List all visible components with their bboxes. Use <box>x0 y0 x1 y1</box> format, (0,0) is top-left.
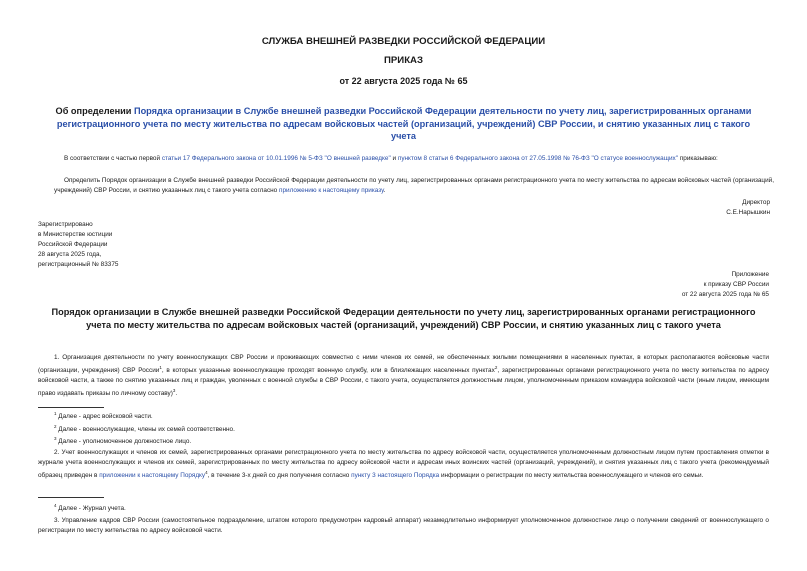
section-1 <box>38 353 769 399</box>
section-1-text-1: 1. Организация деятельности по учету военнослужащих СВР России и проживающих совместно с ними членов их семей, не обеспеченных жилыми помещениями в населенных пунктах, в которых располагаются войсковые части (организации, учреждения) СВР России <box>38 354 769 374</box>
registration-line-3: Российской Федерации <box>38 241 108 248</box>
section-2-text-2: , в течение 3-х дней со дня получения согласно <box>207 472 352 479</box>
footnote-mark-4: 4 <box>54 503 57 508</box>
footnote-ref-4[interactable]: 4 <box>205 470 208 475</box>
document-type: ПРИКАЗ <box>384 55 423 66</box>
appendix-header <box>560 270 769 300</box>
order-title <box>52 105 755 143</box>
preamble-link-law-76fz[interactable]: пунктом 8 статьи 6 Федерального закона от 27.05.1998 № 76-ФЗ "О статусе военнослужащих" <box>397 155 679 162</box>
preamble-link-law-5fz[interactable]: статьи 17 Федерального закона от 10.01.1996 № 5-ФЗ "О внешней разведке" <box>161 155 391 162</box>
registration-line-1: Зарегистрировано <box>38 221 93 228</box>
order-paragraph-text: Определить Порядок организации в Службе внешней разведки Российской Федерации деятельности по учету лиц, зарегистрированных органами регистрационного учета по месту жительства по адресам войсковых частей (организаций, учреждений) СВР России, и снятию указанных лиц с такого учета согласно <box>54 177 774 194</box>
preamble-text-2: и <box>390 155 398 162</box>
appendix-line-3: от 22 августа 2025 года № 65 <box>681 291 769 298</box>
footnote-text-2: Далее - военнослужащие, члены их семей соответственно. <box>56 426 235 433</box>
footnote-1 <box>54 409 754 422</box>
footnote-divider-2 <box>38 497 104 498</box>
section-1-text-3: , зарегистрированных органами регистрационного учета по месту жительства по адресу войсковой части, а также по снятию указанных лиц и граждан, уволенных с военной службы в СВР России, с такого учета, осуществляется должностным лицом, уполномоченным приказом командира войсковой части (иным лицом, имеющим право издавать приказы по личному составу) <box>38 367 770 397</box>
organization-name: СЛУЖБА ВНЕШНЕЙ РАЗВЕДКИ РОССИЙСКОЙ ФЕДЕРАЦИИ <box>261 36 546 47</box>
preamble-text-1: В соответствии с частью первой <box>64 155 162 162</box>
signature-position: Директор <box>742 199 770 206</box>
section-2-text-3: информации о регистрации по месту жительства военнослужащего и членов его семьи. <box>439 472 704 479</box>
footnote-mark-2: 2 <box>54 424 57 429</box>
appendix-line-2: к приказу СВР России <box>703 281 769 288</box>
registration-block <box>38 220 238 270</box>
section-2-appendix-link[interactable]: приложении к настоящему Порядку <box>99 472 206 479</box>
order-title-link[interactable]: Порядка организации в Службе внешней разведки Российской Федерации деятельности по учету лиц, зарегистрированных органами регистрационного учета по месту жительства по адресам войсковых частей (организаций, учреждений) СВР России, и снятию указанных лиц с такого учета <box>56 106 752 141</box>
footnote-text-3: Далее - уполномоченное должностное лицо. <box>56 438 192 445</box>
footnote-4 <box>54 501 754 514</box>
appendix-title: Порядок организации в Службе внешней разведки Российской Федерации деятельности по учету лиц, зарегистрированных органами регистрационного учета по месту жительства по адресам войсковых частей (организаций, учреждений) СВР России, и снятию указанных лиц с такого учета <box>51 307 756 330</box>
registration-line-2: в Министерстве юстиции <box>38 231 113 238</box>
signature-block <box>600 198 770 218</box>
section-2 <box>38 448 769 481</box>
order-appendix-link[interactable]: приложению к настоящему приказу <box>279 187 384 194</box>
footnote-ref-3[interactable]: 3 <box>172 388 176 393</box>
order-paragraph <box>54 176 774 196</box>
footnote-ref-2[interactable]: 2 <box>494 365 498 370</box>
section-2-text-1: 2. Учет военнослужащих и членов их семей, зарегистрированных органами регистрационного учета по месту жительства по адресу войсковой части, осуществляется уполномоченным должностным лицом путем проставления отметки в журнале учета военнослужащих и членов их семей, зарегистрированных по месту жительства по адресу войсковой части и адресам иных воинских частей (организаций, учреждений), и снятия указанных лиц с такого учета (рекомендуемый образец приведен в <box>38 449 769 479</box>
preamble <box>54 154 774 164</box>
signature-name: С.Е.Нарышкин <box>726 209 770 216</box>
appendix-line-1: Приложение <box>731 271 769 278</box>
footnote-mark-1: 1 <box>54 411 57 416</box>
registration-line-4: 28 августа 2025 года, <box>38 251 102 258</box>
section-1-text-2: , в которых указанные военнослужащие проходят военную службу, или в близлежащих населенных пунктах <box>161 367 495 374</box>
footnote-divider <box>38 407 104 408</box>
section-2-point-3-link[interactable]: пункту 3 настоящего Порядка <box>351 472 440 479</box>
section-3: 3. Управление кадров СВР России (самостоятельное подразделение, штатом которого предусмотрен кадровый аппарат) незамедлительно информирует уполномоченное должностное лицо о получении сведений от военнослужащего о регистрации по месту жительства по адресу войсковой части. <box>38 517 769 534</box>
order-date-number: от 22 августа 2025 года № 65 <box>339 76 468 86</box>
order-paragraph-end: . <box>383 187 386 194</box>
footnote-text-4: Далее - Журнал учета. <box>56 505 126 512</box>
order-title-prefix: Об определении <box>55 106 134 116</box>
footnote-3 <box>54 434 754 447</box>
registration-line-5: регистрационный № 83375 <box>38 261 119 268</box>
footnote-ref-1[interactable]: 1 <box>159 365 162 370</box>
preamble-text-3: приказываю: <box>678 155 718 162</box>
footnote-text-1: Далее - адрес войсковой части. <box>56 413 153 420</box>
section-1-text-4: . <box>175 390 178 397</box>
footnote-mark-3: 3 <box>54 436 57 441</box>
